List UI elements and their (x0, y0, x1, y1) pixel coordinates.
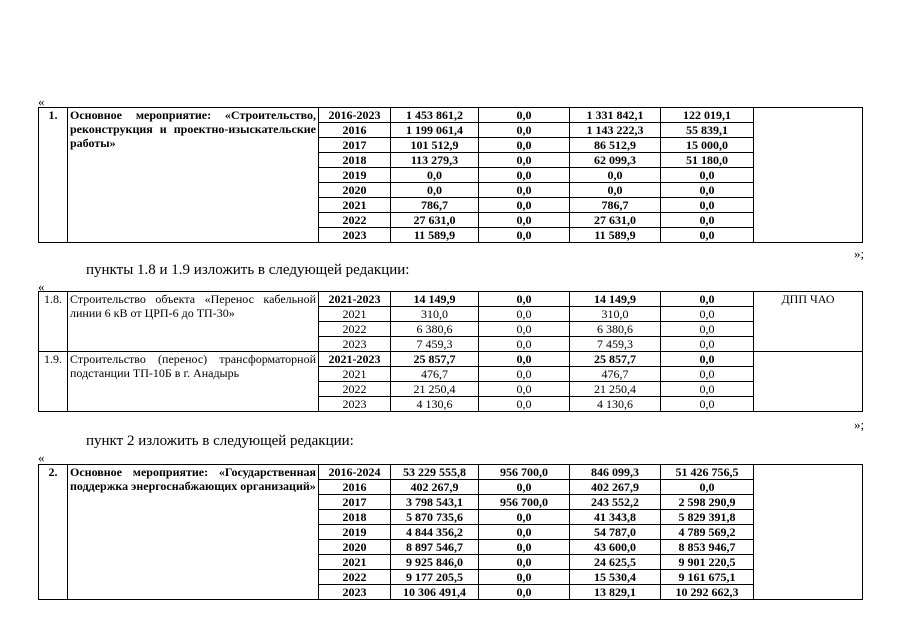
total-cell: 1 453 861,2 (391, 108, 479, 123)
other-sources-cell: 0,0 (661, 397, 754, 412)
item-number: 2. (39, 465, 68, 600)
district-budget-cell: 0,0 (570, 183, 661, 198)
period-cell: 2021-2023 (319, 292, 391, 307)
period-cell: 2021-2023 (319, 352, 391, 367)
district-budget-cell: 27 631,0 (570, 213, 661, 228)
federal-budget-cell: 0,0 (479, 123, 570, 138)
other-sources-cell: 51 180,0 (661, 153, 754, 168)
period-cell: 2016 (319, 480, 391, 495)
district-budget-cell: 0,0 (570, 168, 661, 183)
total-cell: 14 149,9 (391, 292, 479, 307)
period-cell: 2023 (319, 585, 391, 600)
table-row (39, 292, 863, 307)
other-sources-cell: 0,0 (661, 213, 754, 228)
total-cell: 11 589,9 (391, 228, 479, 243)
other-sources-cell: 0,0 (661, 322, 754, 337)
total-cell: 786,7 (391, 198, 479, 213)
period-cell: 2017 (319, 495, 391, 510)
executor-cell (754, 108, 863, 243)
executor-cell: ДПП ЧАО (754, 292, 863, 352)
period-cell: 2018 (319, 510, 391, 525)
total-cell: 4 130,6 (391, 397, 479, 412)
federal-budget-cell: 0,0 (479, 570, 570, 585)
executor-cell (754, 352, 863, 412)
other-sources-cell: 0,0 (661, 382, 754, 397)
district-budget-cell: 310,0 (570, 307, 661, 322)
period-cell: 2021 (319, 307, 391, 322)
period-cell: 2021 (319, 555, 391, 570)
executor-cell (754, 465, 863, 600)
table-main-event-2 (38, 464, 863, 600)
total-cell: 53 229 555,8 (391, 465, 479, 480)
district-budget-cell: 243 552,2 (570, 495, 661, 510)
other-sources-cell: 0,0 (661, 352, 754, 367)
other-sources-cell: 5 829 391,8 (661, 510, 754, 525)
total-cell: 5 870 735,6 (391, 510, 479, 525)
period-cell: 2020 (319, 183, 391, 198)
total-cell: 101 512,9 (391, 138, 479, 153)
federal-budget-cell: 0,0 (479, 307, 570, 322)
table-main-event-1 (38, 107, 863, 243)
district-budget-cell: 86 512,9 (570, 138, 661, 153)
other-sources-cell: 0,0 (661, 168, 754, 183)
other-sources-cell: 4 789 569,2 (661, 525, 754, 540)
total-cell: 27 631,0 (391, 213, 479, 228)
other-sources-cell: 0,0 (661, 367, 754, 382)
federal-budget-cell: 0,0 (479, 367, 570, 382)
total-cell: 21 250,4 (391, 382, 479, 397)
item-description: Строительство объекта «Перенос кабельной линии 6 кВ от ЦРП-6 до ТП-30» (68, 292, 319, 352)
period-cell: 2017 (319, 138, 391, 153)
federal-budget-cell: 0,0 (479, 585, 570, 600)
federal-budget-cell: 0,0 (479, 213, 570, 228)
period-cell: 2022 (319, 213, 391, 228)
total-cell: 9 925 846,0 (391, 555, 479, 570)
period-cell: 2019 (319, 168, 391, 183)
district-budget-cell: 43 600,0 (570, 540, 661, 555)
period-cell: 2023 (319, 397, 391, 412)
other-sources-cell: 0,0 (661, 307, 754, 322)
district-budget-cell: 6 380,6 (570, 322, 661, 337)
federal-budget-cell: 0,0 (479, 168, 570, 183)
item-number: 1. (39, 108, 68, 243)
district-budget-cell: 62 099,3 (570, 153, 661, 168)
open-quote: « (38, 450, 45, 465)
amendment-paragraph: пункт 2 изложить в следующей редакции: (86, 433, 354, 449)
other-sources-cell: 8 853 946,7 (661, 540, 754, 555)
federal-budget-cell: 0,0 (479, 352, 570, 367)
other-sources-cell: 10 292 662,3 (661, 585, 754, 600)
item-description: Основное мероприятие: «Государственная поддержка энергоснабжающих организаций» (68, 465, 319, 600)
total-cell: 25 857,7 (391, 352, 479, 367)
total-cell: 10 306 491,4 (391, 585, 479, 600)
district-budget-cell: 1 331 842,1 (570, 108, 661, 123)
federal-budget-cell: 0,0 (479, 153, 570, 168)
federal-budget-cell: 0,0 (479, 228, 570, 243)
federal-budget-cell: 0,0 (479, 337, 570, 352)
district-budget-cell: 4 130,6 (570, 397, 661, 412)
district-budget-cell: 21 250,4 (570, 382, 661, 397)
district-budget-cell: 14 149,9 (570, 292, 661, 307)
total-cell: 9 177 205,5 (391, 570, 479, 585)
item-description: Основное мероприятие: «Строительство, реконструкция и проектно-изыскательские работы» (68, 108, 319, 243)
period-cell: 2021 (319, 198, 391, 213)
other-sources-cell: 0,0 (661, 198, 754, 213)
other-sources-cell: 9 161 675,1 (661, 570, 754, 585)
other-sources-cell: 0,0 (661, 228, 754, 243)
total-cell: 310,0 (391, 307, 479, 322)
district-budget-cell: 13 829,1 (570, 585, 661, 600)
close-quote: »; (854, 246, 865, 261)
total-cell: 1 199 061,4 (391, 123, 479, 138)
district-budget-cell: 476,7 (570, 367, 661, 382)
period-cell: 2021 (319, 367, 391, 382)
district-budget-cell: 24 625,5 (570, 555, 661, 570)
total-cell: 4 844 356,2 (391, 525, 479, 540)
federal-budget-cell: 0,0 (479, 525, 570, 540)
period-cell: 2023 (319, 228, 391, 243)
federal-budget-cell: 956 700,0 (479, 465, 570, 480)
federal-budget-cell: 0,0 (479, 397, 570, 412)
open-quote: « (38, 279, 45, 294)
table-items-1-8-1-9 (38, 291, 863, 412)
federal-budget-cell: 0,0 (479, 108, 570, 123)
other-sources-cell: 0,0 (661, 292, 754, 307)
amendment-paragraph: пункты 1.8 и 1.9 изложить в следующей редакции: (86, 262, 410, 278)
district-budget-cell: 846 099,3 (570, 465, 661, 480)
period-cell: 2016-2024 (319, 465, 391, 480)
period-cell: 2020 (319, 540, 391, 555)
total-cell: 7 459,3 (391, 337, 479, 352)
district-budget-cell: 7 459,3 (570, 337, 661, 352)
other-sources-cell: 2 598 290,9 (661, 495, 754, 510)
district-budget-cell: 786,7 (570, 198, 661, 213)
other-sources-cell: 0,0 (661, 183, 754, 198)
other-sources-cell: 122 019,1 (661, 108, 754, 123)
total-cell: 113 279,3 (391, 153, 479, 168)
table-row (39, 352, 863, 367)
table-row (39, 108, 863, 123)
district-budget-cell: 402 267,9 (570, 480, 661, 495)
total-cell: 476,7 (391, 367, 479, 382)
table-row (39, 465, 863, 480)
federal-budget-cell: 0,0 (479, 480, 570, 495)
other-sources-cell: 51 426 756,5 (661, 465, 754, 480)
district-budget-cell: 1 143 222,3 (570, 123, 661, 138)
federal-budget-cell: 0,0 (479, 322, 570, 337)
federal-budget-cell: 0,0 (479, 292, 570, 307)
total-cell: 3 798 543,1 (391, 495, 479, 510)
federal-budget-cell: 0,0 (479, 555, 570, 570)
total-cell: 0,0 (391, 168, 479, 183)
federal-budget-cell: 0,0 (479, 510, 570, 525)
period-cell: 2022 (319, 322, 391, 337)
period-cell: 2022 (319, 382, 391, 397)
period-cell: 2016 (319, 123, 391, 138)
district-budget-cell: 25 857,7 (570, 352, 661, 367)
total-cell: 8 897 546,7 (391, 540, 479, 555)
period-cell: 2016-2023 (319, 108, 391, 123)
district-budget-cell: 11 589,9 (570, 228, 661, 243)
item-number: 1.8. (39, 292, 68, 352)
item-number: 1.9. (39, 352, 68, 412)
open-quote: « (38, 94, 45, 109)
federal-budget-cell: 0,0 (479, 382, 570, 397)
federal-budget-cell: 0,0 (479, 198, 570, 213)
total-cell: 0,0 (391, 183, 479, 198)
other-sources-cell: 15 000,0 (661, 138, 754, 153)
total-cell: 6 380,6 (391, 322, 479, 337)
district-budget-cell: 41 343,8 (570, 510, 661, 525)
federal-budget-cell: 956 700,0 (479, 495, 570, 510)
period-cell: 2023 (319, 337, 391, 352)
item-description: Строительство (перенос) трансформаторной подстанции ТП-10Б в г. Анадырь (68, 352, 319, 412)
other-sources-cell: 9 901 220,5 (661, 555, 754, 570)
district-budget-cell: 54 787,0 (570, 525, 661, 540)
total-cell: 402 267,9 (391, 480, 479, 495)
period-cell: 2022 (319, 570, 391, 585)
federal-budget-cell: 0,0 (479, 183, 570, 198)
federal-budget-cell: 0,0 (479, 138, 570, 153)
period-cell: 2018 (319, 153, 391, 168)
close-quote: »; (854, 417, 865, 432)
district-budget-cell: 15 530,4 (570, 570, 661, 585)
federal-budget-cell: 0,0 (479, 540, 570, 555)
other-sources-cell: 0,0 (661, 337, 754, 352)
other-sources-cell: 55 839,1 (661, 123, 754, 138)
period-cell: 2019 (319, 525, 391, 540)
other-sources-cell: 0,0 (661, 480, 754, 495)
